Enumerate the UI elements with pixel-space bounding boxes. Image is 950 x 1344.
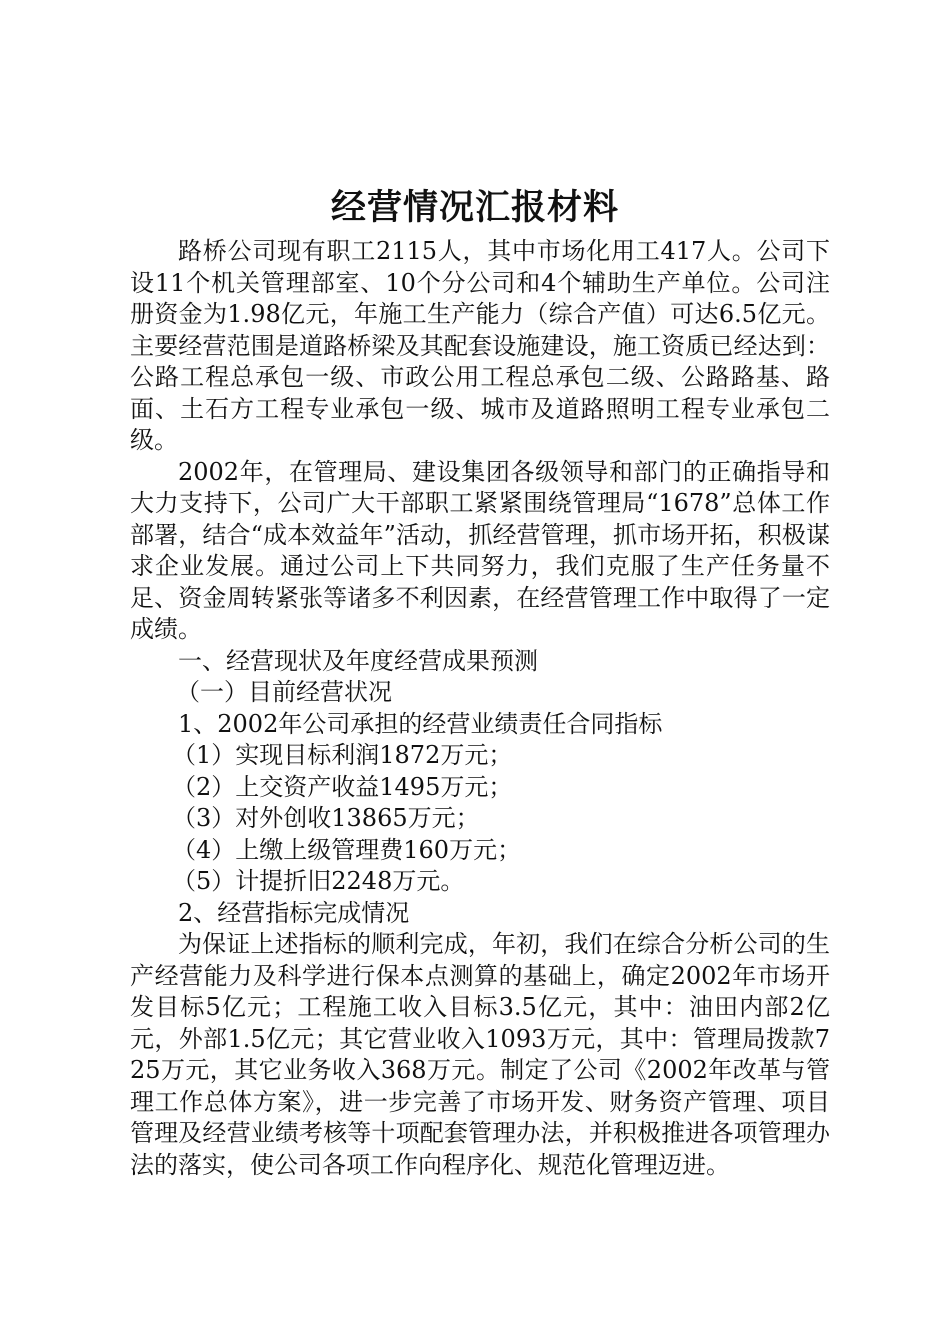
list-item: （5）计提折旧2248万元。 xyxy=(172,867,465,895)
paragraph-indicator-completion: 为保证上述指标的顺利完成，年初，我们在综合分析公司的生产经营能力及科学进行保本点测算的基础上，确定2002年市场开发目标5亿元；工程施工收入目标3.5亿元，其中：油田内部2亿元，外部1.5亿元；其它营业收入1093万元，其中：管理局拨款725万元，其它业务收入368万元。制定了公司《2002年改革与管理工作总体方案》，进一步完善了市场开发、财务资产管理、项目管理及经营业绩考核等十项配套管理办法，并积极推进各项管理办法的落实，使公司各项工作向程序化、规范化管理迈进。 xyxy=(130,930,830,1179)
subsection-heading: （一）目前经营状况 xyxy=(176,678,392,706)
document-title: 经营情况汇报材料 xyxy=(330,188,619,228)
document-body xyxy=(130,236,830,1181)
list-item: （1）实现目标利润1872万元； xyxy=(172,741,513,769)
list-item: （4）上缴上级管理费160万元； xyxy=(172,835,522,864)
list-item: （2）上交资产收益1495万元； xyxy=(172,772,513,801)
paragraph-2002-summary: 2002年，在管理局、建设集团各级领导和部门的正确指导和大力支持下，公司广大干部职工紧紧围绕管理局“1678”总体工作部署，结合“成本效益年”活动，抓经营管理，抓市场开拓，积极谋求企业发展。通过公司上下共同努力，我们克服了生产任务量不足、资金周转紧张等诸多不利因素，在经营管理工作中取得了一定成绩。 xyxy=(130,457,830,643)
list-heading-completion: 2、经营指标完成情况 xyxy=(178,898,410,927)
paragraph-company-overview: 路桥公司现有职工2115人，其中市场化用工417人。公司下设11个机关管理部室、10个分公司和4个辅助生产单位。公司注册资金为1.98亿元，年施工生产能力（综合产值）可达6.5亿元。主要经营范围是道路桥梁及其配套设施建设，施工资质已经达到：公路工程总承包一级、市政公用工程总承包二级、公路路基、路面、土石方工程专业承包一级、城市及道路照明工程专业承包二级。 xyxy=(130,237,830,454)
section-heading: 一、经营现状及年度经营成果预测 xyxy=(178,646,538,675)
list-heading-contract-indicators: 1、2002年公司承担的经营业绩责任合同指标 xyxy=(178,709,663,738)
list-item: （3）对外创收13865万元； xyxy=(172,804,480,832)
